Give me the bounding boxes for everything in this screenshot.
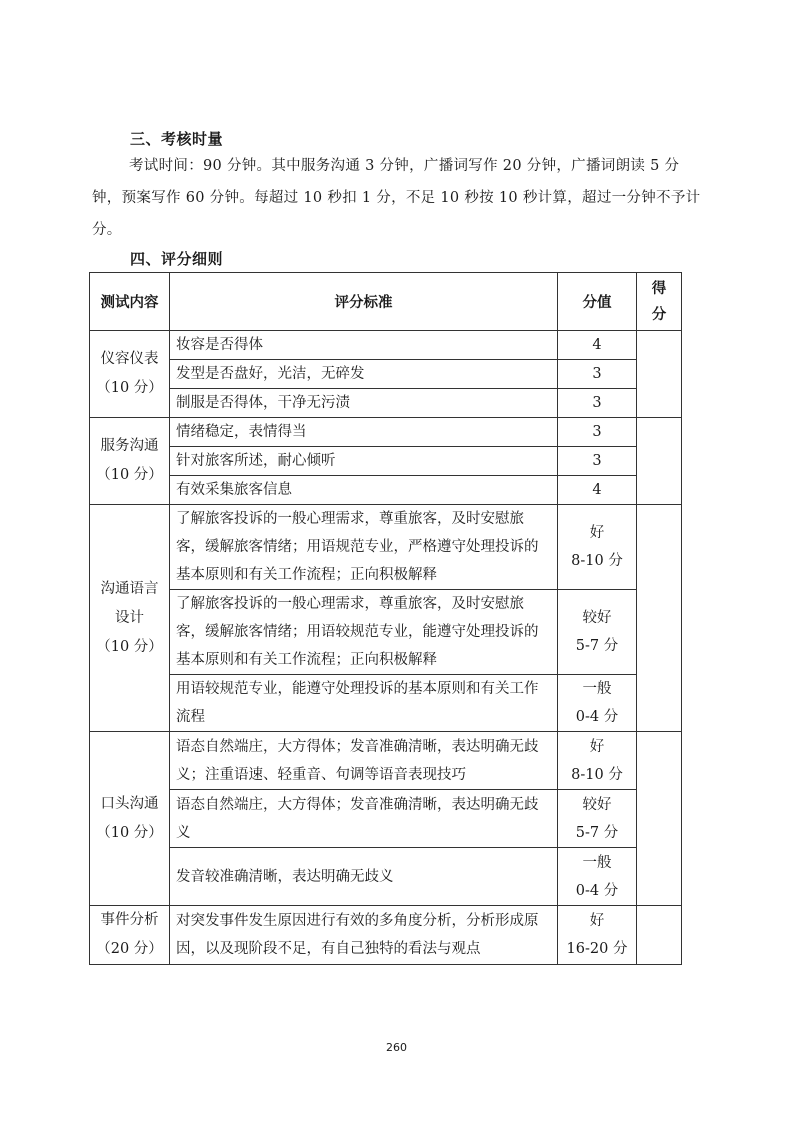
- criteria-cell: 语态自然端庄，大方得体；发音准确清晰，表达明确无歧义；注重语速、轻重音、句调等语音表现技巧: [170, 732, 558, 790]
- table-row: [90, 906, 682, 965]
- criteria-cell: 发音较准确清晰，表达明确无歧义: [170, 848, 558, 906]
- header-value: 分值: [558, 273, 637, 331]
- header-criteria: 评分标准: [170, 273, 558, 331]
- table-header-row: [90, 273, 682, 331]
- value-cell: 3: [558, 447, 637, 476]
- criteria-cell: 对突发事件发生原因进行有效的多角度分析，分析形成原因，以及现阶段不足，有自己独特的看法与观点: [170, 906, 558, 965]
- table-row: [90, 389, 682, 418]
- header-score: 得 分: [637, 273, 682, 331]
- value-cell: 好 16-20 分: [558, 906, 637, 965]
- criteria-cell: 针对旅客所述，耐心倾听: [170, 447, 558, 476]
- score-cell: [637, 505, 682, 732]
- value-cell: 较好 5-7 分: [558, 590, 637, 675]
- value-cell: 3: [558, 389, 637, 418]
- value-cell: 4: [558, 331, 637, 360]
- score-cell: [637, 906, 682, 965]
- criteria-cell: 情绪稳定，表情得当: [170, 418, 558, 447]
- table-row: [90, 590, 682, 675]
- exam-duration-paragraph: 考试时间：90 分钟。其中服务沟通 3 分钟，广播词写作 20 分钟，广播词朗读 5 分钟，预案写作 60 分钟。每超过 10 秒扣 1 分，不足 10 秒按 10 秒计算，超过一分钟不予计分。: [92, 158, 701, 238]
- value-cell: 4: [558, 476, 637, 505]
- table-row: [90, 418, 682, 447]
- table-row: [90, 331, 682, 360]
- section-heading-exam-duration: 三、考核时量: [130, 130, 224, 148]
- value-cell: 较好 5-7 分: [558, 790, 637, 848]
- criteria-cell: 妆容是否得体: [170, 331, 558, 360]
- score-cell: [637, 331, 682, 418]
- table-row: [90, 360, 682, 389]
- value-cell: 好 8-10 分: [558, 732, 637, 790]
- category-cell: 事件分析 （20 分）: [90, 906, 170, 965]
- page-number: 260: [386, 1041, 407, 1054]
- value-cell: 3: [558, 360, 637, 389]
- criteria-cell: 有效采集旅客信息: [170, 476, 558, 505]
- section-heading-scoring-rules: 四、评分细则: [130, 250, 224, 268]
- category-cell: 口头沟通 （10 分）: [90, 732, 170, 906]
- table-row: [90, 476, 682, 505]
- table-row: [90, 790, 682, 848]
- criteria-cell: 制服是否得体，干净无污渍: [170, 389, 558, 418]
- table-row: [90, 505, 682, 590]
- value-cell: 好 8-10 分: [558, 505, 637, 590]
- score-cell: [637, 732, 682, 906]
- criteria-cell: 语态自然端庄，大方得体；发音准确清晰，表达明确无歧义: [170, 790, 558, 848]
- category-cell: 仪容仪表 （10 分）: [90, 331, 170, 418]
- value-cell: 一般 0-4 分: [558, 675, 637, 732]
- value-cell: 3: [558, 418, 637, 447]
- table-row: [90, 848, 682, 906]
- table-row: [90, 675, 682, 732]
- criteria-cell: 了解旅客投诉的一般心理需求，尊重旅客，及时安慰旅客，缓解旅客情绪；用语规范专业，严格遵守处理投诉的基本原则和有关工作流程；正向积极解释: [170, 505, 558, 590]
- criteria-cell: 了解旅客投诉的一般心理需求，尊重旅客，及时安慰旅客，缓解旅客情绪；用语较规范专业，能遵守处理投诉的基本原则和有关工作流程；正向积极解释: [170, 590, 558, 675]
- header-test-content: 测试内容: [90, 273, 170, 331]
- criteria-cell: 发型是否盘好，光洁，无碎发: [170, 360, 558, 389]
- value-cell: 一般 0-4 分: [558, 848, 637, 906]
- scoring-table: [89, 272, 682, 965]
- category-cell: 服务沟通 （10 分）: [90, 418, 170, 505]
- table-row: [90, 732, 682, 790]
- criteria-cell: 用语较规范专业，能遵守处理投诉的基本原则和有关工作流程: [170, 675, 558, 732]
- category-cell: 沟通语言 设计 （10 分）: [90, 505, 170, 732]
- table-row: [90, 447, 682, 476]
- score-cell: [637, 418, 682, 505]
